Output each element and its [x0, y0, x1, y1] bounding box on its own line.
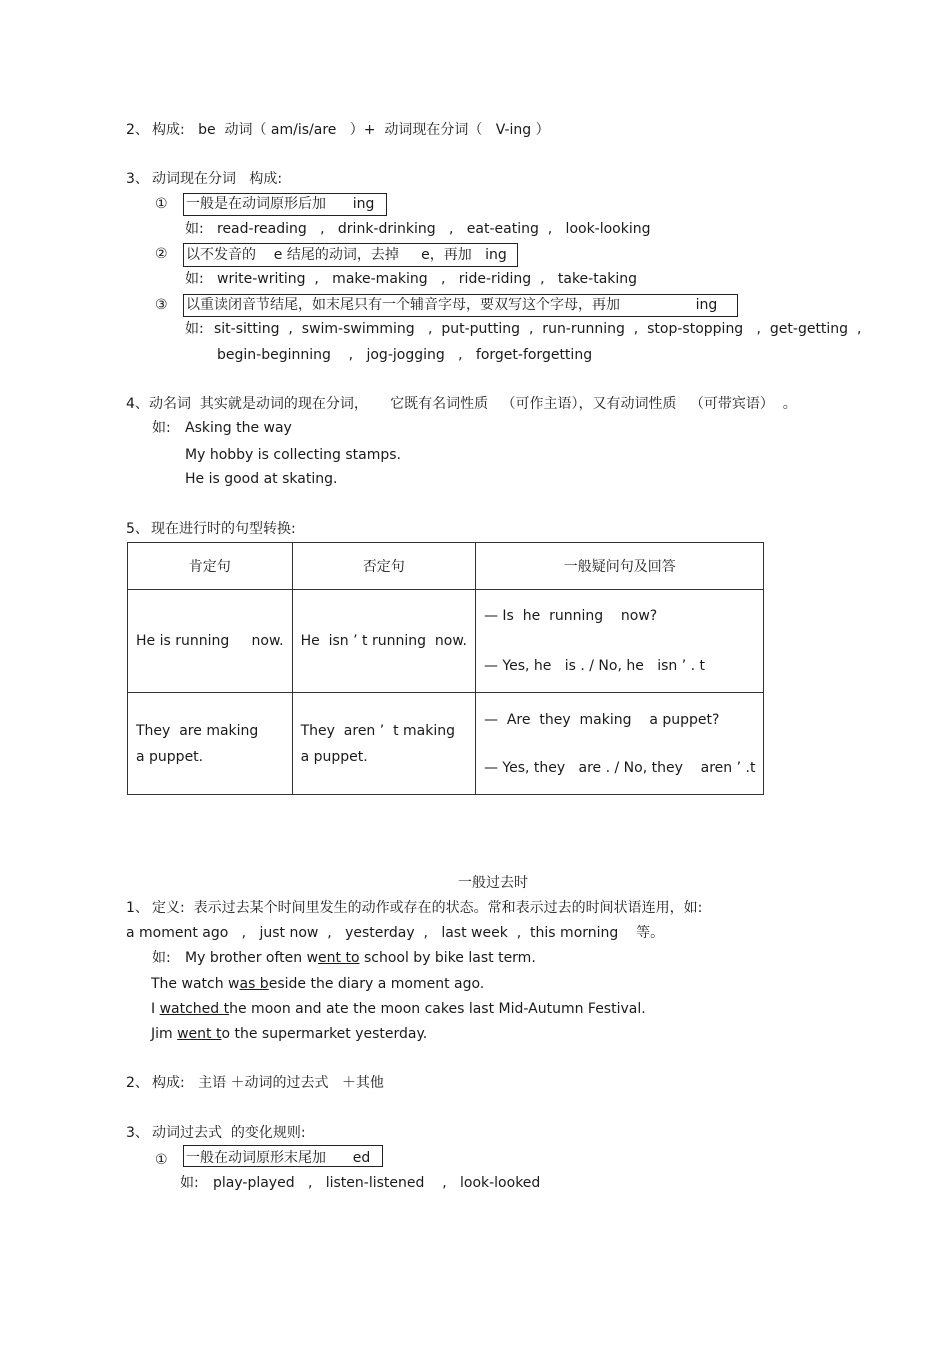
cell-line: He isn ’ t running now. [300, 633, 467, 649]
rule-2-text: 以不发音的 e 结尾的动词，去掉 e，再加 ing [186, 247, 507, 263]
example-text: o the supermarket yesterday. [221, 1026, 428, 1042]
underlined-verb: watched t [159, 1001, 230, 1017]
rule-3-example-prefix: 如: [185, 321, 204, 337]
section-3-title: 动词现在分词 构成: [152, 171, 283, 187]
past-rules-number: 3、 [126, 1125, 149, 1141]
past-rule-1-text: 一般在动词原形末尾加 ed [186, 1150, 371, 1166]
cell-line: a puppet. [300, 748, 368, 765]
section-5-number: 5、 [126, 521, 149, 537]
sentence-transform-table [127, 542, 764, 795]
definition-time-words: a moment ago , just now , yesterday , last week , this morning 等。 [126, 925, 665, 941]
section-2-number: 2、 [126, 122, 149, 138]
table-cell-affirmative [128, 590, 293, 693]
rule-2-example-prefix: 如: [185, 271, 204, 287]
section-5-title: 现在进行时的句型转换: [151, 521, 296, 537]
cell-line: — Is he running now? [483, 608, 658, 624]
rule-3-examples: sit-sitting , swim-swimming , put-putting , run-running , stop-stopping , get-getting , [214, 321, 862, 337]
header-negative: 否定句 [292, 543, 475, 590]
underlined-verb: went t [177, 1026, 222, 1042]
section-4-text: 动名词 其实就是动词的现在分词， 它既有名词性质 （可作主语），又有动词性质 （可带宾语） 。 [149, 396, 797, 412]
gerund-example-3: He is good at skating. [185, 471, 338, 487]
rule-2-examples: write-writing , make-making , ride-riding , take-taking [217, 271, 638, 287]
past-example-1 [185, 949, 536, 967]
cell-line: They are making [136, 722, 259, 739]
past-rule-1-examples: play-played , listen-listened , look-looked [213, 1175, 541, 1191]
definition-text: 定义: 表示过去某个时间里发生的动作或存在的状态。常和表示过去的时间状语连用，如: [152, 900, 703, 916]
gerund-example-2: My hobby is collecting stamps. [185, 447, 401, 463]
rule-3-examples-cont: begin-beginning , jog-jogging , forget-forgetting [217, 347, 593, 363]
past-rules-title: 动词过去式 的变化规则: [152, 1125, 306, 1141]
cell-line: — Yes, he is . / No, he isn ’ . t [483, 658, 705, 674]
rule-1-marker: ① [155, 196, 168, 212]
past-tense-heading: 一般过去时 [458, 875, 528, 891]
past-example-3 [151, 1000, 646, 1018]
example-text: eside the diary a moment ago. [268, 976, 485, 992]
table-header-row [128, 543, 764, 590]
example-text: he moon and ate the moon cakes last Mid-Autumn Festival. [229, 1001, 646, 1017]
rule-1-text: 一般是在动词原形后加 ing [186, 196, 375, 212]
underlined-verb: as b [239, 976, 269, 992]
rule-2-marker: ② [155, 246, 168, 262]
past-structure-number: 2、 [126, 1075, 149, 1091]
cell-line: a puppet. [136, 748, 204, 765]
table-cell-question [475, 693, 764, 795]
example-text: My brother often w [185, 950, 319, 966]
example-text: Jim [151, 1026, 178, 1042]
cell-line: — Are they making a puppet? [483, 711, 720, 728]
section-3-number: 3、 [126, 171, 149, 187]
rule-1-examples: read-reading , drink-drinking , eat-eating , look-looking [217, 221, 651, 237]
section-4-example-prefix: 如: [152, 420, 171, 436]
table-row [128, 590, 764, 693]
header-question: 一般疑问句及回答 [475, 543, 764, 590]
past-structure-text: 构成: 主语 ＋动词的过去式 ＋其他 [152, 1075, 384, 1091]
cell-line: They aren ’ t making [300, 722, 456, 739]
table-cell-question [475, 590, 764, 693]
table-cell-negative [292, 693, 475, 795]
example-text: school by bike last term. [359, 950, 536, 966]
section-2-text: 构成: be 动词（ am/is/are ）+ 动词现在分词（ V-ing ） [152, 122, 550, 138]
past-example-prefix: 如: [152, 950, 171, 966]
example-text: The watch w [151, 976, 240, 992]
rule-3-text: 以重读闭音节结尾，如末尾只有一个辅音字母，要双写这个字母，再加 ing [186, 297, 718, 313]
table-cell-negative [292, 590, 475, 693]
past-example-4 [151, 1025, 427, 1043]
table-cell-affirmative [128, 693, 293, 795]
past-example-2 [151, 975, 484, 993]
past-rule-1-marker: ① [155, 1152, 168, 1168]
rule-1-example-prefix: 如: [185, 221, 204, 237]
cell-line: — Yes, they are . / No, they aren ’ .t [483, 759, 756, 776]
example-text: I [151, 1001, 160, 1017]
rule-3-marker: ③ [155, 297, 168, 313]
definition-number: 1、 [126, 900, 149, 916]
cell-line: He is running now. [136, 633, 284, 649]
section-4-number: 4、 [126, 396, 149, 412]
header-affirmative: 肯定句 [128, 543, 293, 590]
underlined-verb: ent to [318, 950, 360, 966]
past-rule-1-example-prefix: 如: [180, 1175, 199, 1191]
gerund-example-1: Asking the way [185, 420, 292, 436]
table-row [128, 693, 764, 795]
